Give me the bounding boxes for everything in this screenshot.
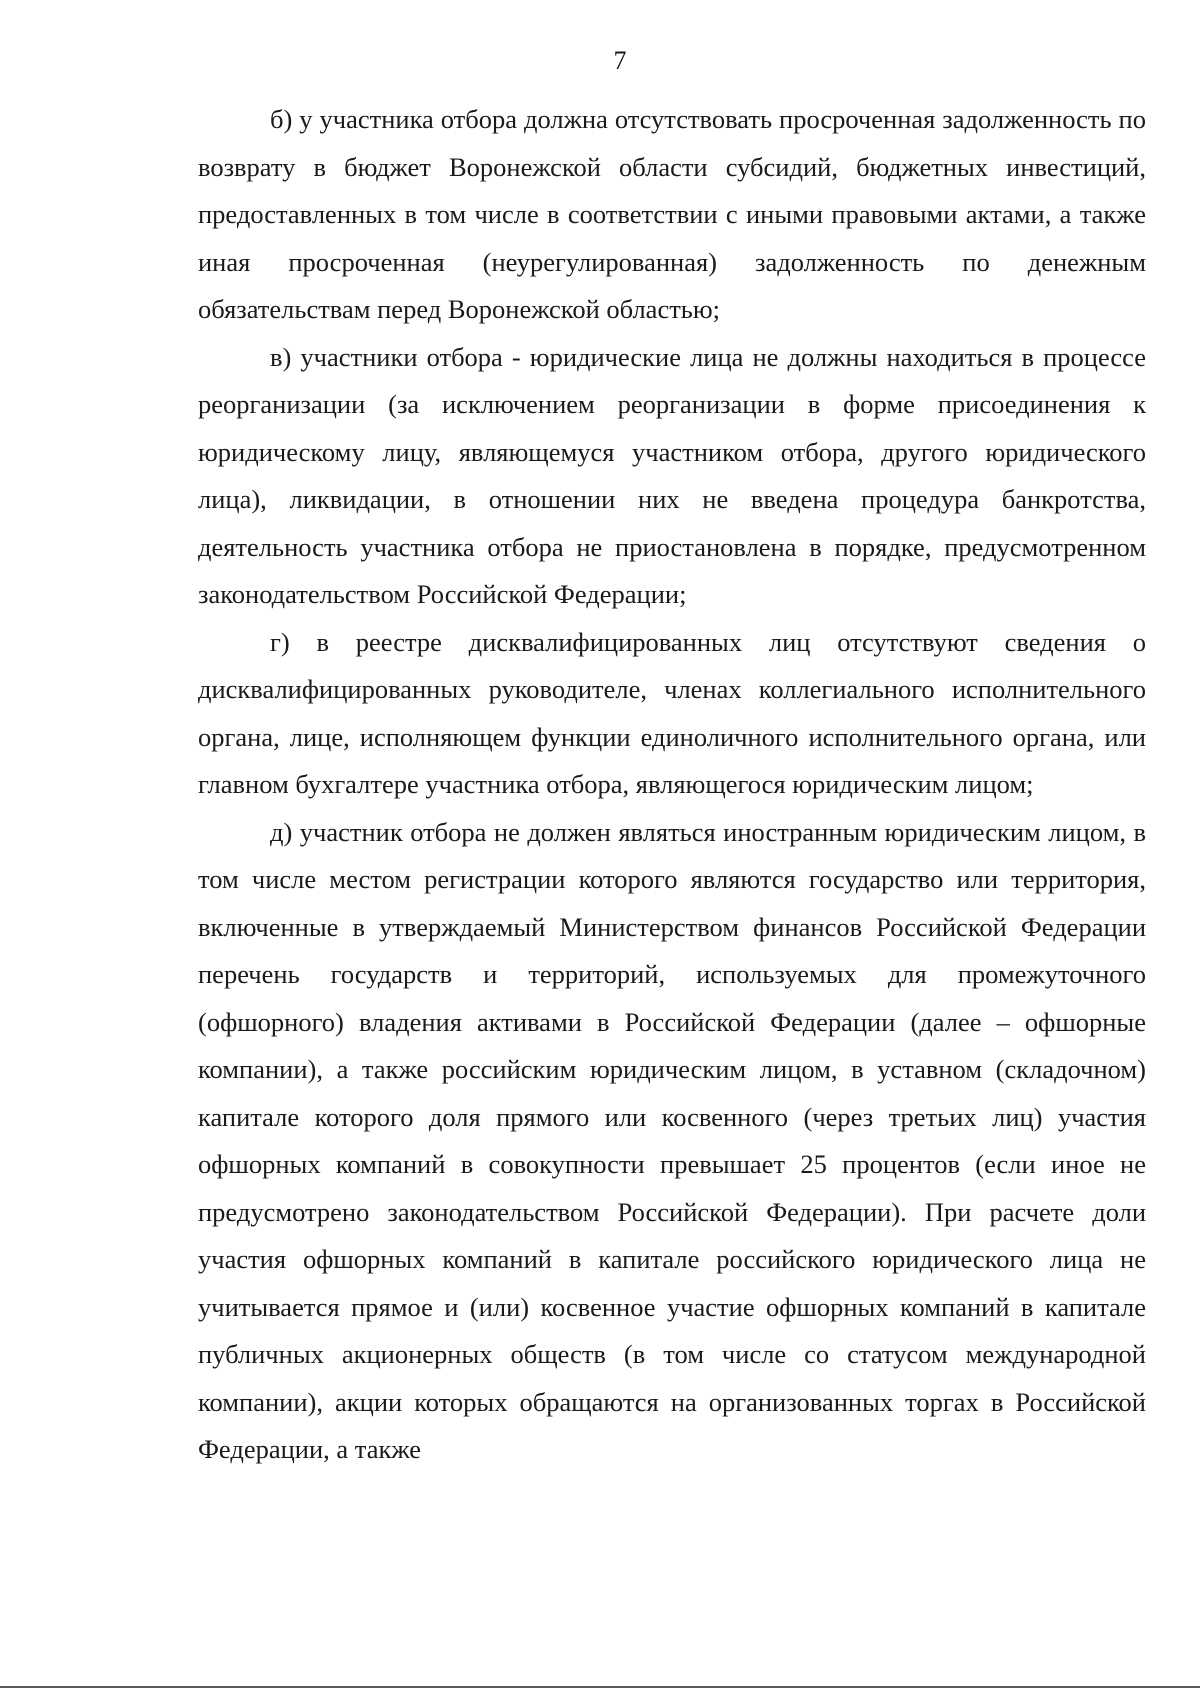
paragraph-v: в) участники отбора - юридические лица не должны находиться в процессе реорганизации (за исключением реорганизации в форме присоединения к юридическому лицу, являющемуся участником отбора, другого юридического лица), ликвидации, в отношении них не введена процедура банкротства, деятельность участника отбора не приостановлена в порядке, предусмотренном законодательством Российской Федерации; — [198, 341, 1146, 609]
document-body — [198, 96, 1146, 1474]
paragraph-d: д) участник отбора не должен являться иностранным юридическим лицом, в том числе местом регистрации которого являются государство или территория, включенные в утверждаемый Министерством финансов Российской Федерации перечень государств и территорий, используемых для промежуточного (офшорного) владения активами в Российской Федерации (далее – офшорные компании), а также российским юридическим лицом, в уставном (складочном) капитале которого доля прямого или косвенного (через третьих лиц) участия офшорных компаний в совокупности превышает 25 процентов (если иное не предусмотрено законодательством Российской Федерации). При расчете доли участия офшорных компаний в капитале российского юридического лица не учитывается прямое и (или) косвенное участие офшорных компаний в капитале публичных акционерных обществ (в том числе со статусом международной компании), акции которых обращаются на организованных торгах в Российской Федерации, а также — [198, 816, 1146, 1464]
paragraph-b: б) у участника отбора должна отсутствовать просроченная задолженность по возврату в бюджет Воронежской области субсидий, бюджетных инвестиций, предоставленных в том числе в соответствии с иными правовыми актами, а также иная просроченная (неурегулированная) задолженность по денежным обязательствам перед Воронежской областью; — [198, 104, 1146, 324]
paragraph-g: г) в реестре дисквалифицированных лиц отсутствуют сведения о дисквалифицированных руководителе, членах коллегиального исполнительного органа, лице, исполняющем функции единоличного исполнительного органа, или главном бухгалтере участника отбора, являющегося юридическим лицом; — [198, 626, 1146, 799]
scan-edge-line — [0, 1686, 1200, 1688]
page-number: 7 — [613, 46, 627, 75]
